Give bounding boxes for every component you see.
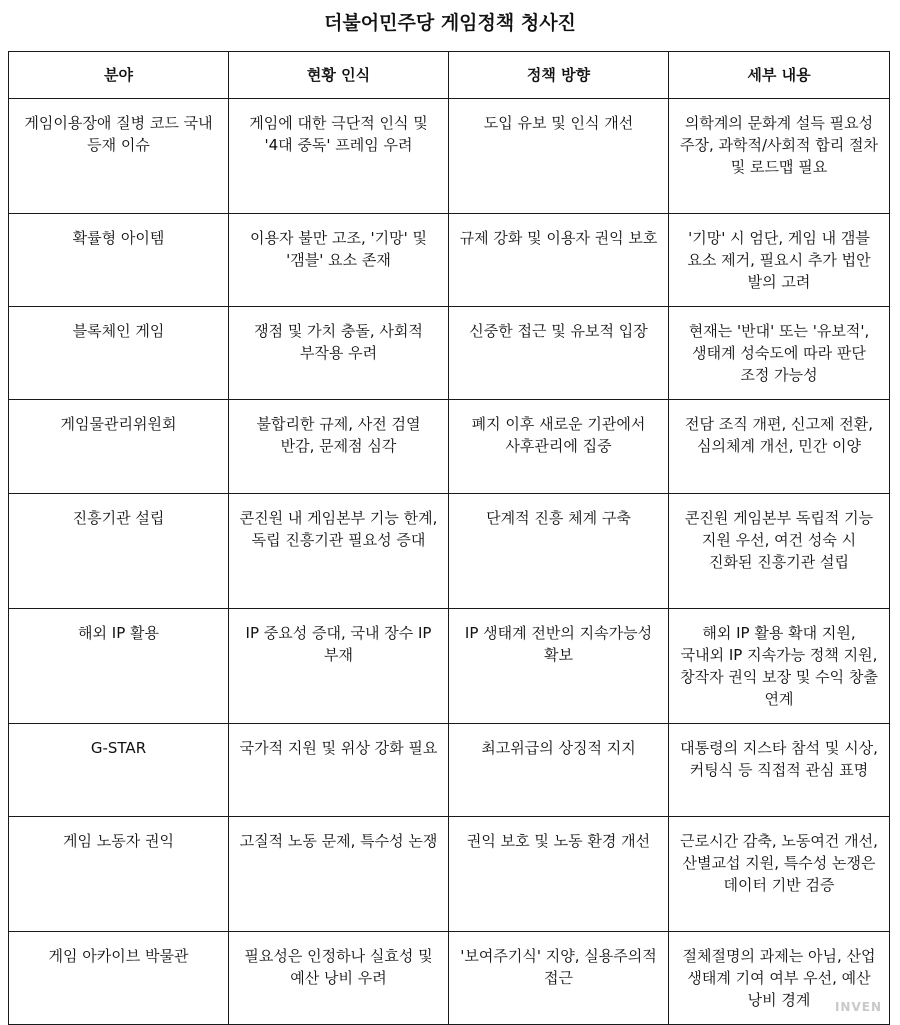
cell-status: 불합리한 규제, 사전 검열 반감, 문제점 심각 xyxy=(229,400,449,494)
cell-field: 블록체인 게임 xyxy=(9,307,229,400)
cell-details: 현재는 '반대' 또는 '유보적', 생태계 성숙도에 따라 판단 조정 가능성 xyxy=(669,307,890,400)
table-header-row xyxy=(9,52,890,99)
table-row xyxy=(9,494,890,609)
cell-details: 의학계의 문화계 설득 필요성 주장, 과학적/사회적 합리 절차 및 로드맵 필요 xyxy=(669,99,890,214)
column-header-details: 세부 내용 xyxy=(669,52,890,99)
cell-field: G-STAR xyxy=(9,724,229,817)
cell-field: 게임물관리위원회 xyxy=(9,400,229,494)
cell-status: 이용자 불만 고조, '기망' 및 '갬블' 요소 존재 xyxy=(229,214,449,307)
cell-details: 전담 조직 개편, 신고제 전환, 심의체계 개선, 민간 이양 xyxy=(669,400,890,494)
cell-status: IP 중요성 증대, 국내 장수 IP 부재 xyxy=(229,609,449,724)
cell-field: 확률형 아이템 xyxy=(9,214,229,307)
cell-direction: 도입 유보 및 인식 개선 xyxy=(449,99,669,214)
cell-status: 국가적 지원 및 위상 강화 필요 xyxy=(229,724,449,817)
cell-direction: 폐지 이후 새로운 기관에서 사후관리에 집중 xyxy=(449,400,669,494)
column-header-direction: 정책 방향 xyxy=(449,52,669,99)
column-header-field: 분야 xyxy=(9,52,229,99)
cell-direction: 단계적 진흥 체계 구축 xyxy=(449,494,669,609)
cell-details: 해외 IP 활용 확대 지원, 국내외 IP 지속가능 정책 지원, 창작자 권익 보장 및 수익 창출 연계 xyxy=(669,609,890,724)
table-row xyxy=(9,99,890,214)
cell-details: 대통령의 지스타 참석 및 시상, 커팅식 등 직접적 관심 표명 xyxy=(669,724,890,817)
table-row xyxy=(9,400,890,494)
policy-table xyxy=(8,51,890,1025)
table-row xyxy=(9,609,890,724)
cell-field: 게임 아카이브 박물관 xyxy=(9,932,229,1025)
table-row xyxy=(9,724,890,817)
cell-field: 게임 노동자 권익 xyxy=(9,817,229,932)
table-row xyxy=(9,307,890,400)
cell-status: 고질적 노동 문제, 특수성 논쟁 xyxy=(229,817,449,932)
cell-direction: '보여주기식' 지양, 실용주의적 접근 xyxy=(449,932,669,1025)
cell-status: 콘진원 내 게임본부 기능 한계, 독립 진흥기관 필요성 증대 xyxy=(229,494,449,609)
cell-direction: 권익 보호 및 노동 환경 개선 xyxy=(449,817,669,932)
table-row xyxy=(9,214,890,307)
column-header-status: 현황 인식 xyxy=(229,52,449,99)
page-title: 더불어민주당 게임정책 청사진 xyxy=(324,12,576,34)
cell-direction: 최고위급의 상징적 지지 xyxy=(449,724,669,817)
cell-field: 진흥기관 설립 xyxy=(9,494,229,609)
cell-details: 근로시간 감축, 노동여건 개선, 산별교섭 지원, 특수성 논쟁은 데이터 기반 검증 xyxy=(669,817,890,932)
cell-direction: IP 생태계 전반의 지속가능성 확보 xyxy=(449,609,669,724)
table-row xyxy=(9,817,890,932)
cell-field: 게임이용장애 질병 코드 국내 등재 이슈 xyxy=(9,99,229,214)
cell-status: 필요성은 인정하나 실효성 및 예산 낭비 우려 xyxy=(229,932,449,1025)
cell-direction: 규제 강화 및 이용자 권익 보호 xyxy=(449,214,669,307)
cell-status: 게임에 대한 극단적 인식 및 '4대 중독' 프레임 우려 xyxy=(229,99,449,214)
table-body xyxy=(9,99,890,1025)
cell-field: 해외 IP 활용 xyxy=(9,609,229,724)
table-row xyxy=(9,932,890,1025)
watermark-logo: INVEN xyxy=(834,1000,882,1014)
cell-details: 콘진원 게임본부 독립적 기능 지원 우선, 여건 성숙 시 진화된 진흥기관 설립 xyxy=(669,494,890,609)
cell-details: '기망' 시 엄단, 게임 내 갬블 요소 제거, 필요시 추가 법안 발의 고려 xyxy=(669,214,890,307)
cell-status: 쟁점 및 가치 충돌, 사회적 부작용 우려 xyxy=(229,307,449,400)
cell-details: 절체절명의 과제는 아님, 산업 생태계 기여 여부 우선, 예산 낭비 경계 xyxy=(669,932,890,1025)
cell-direction: 신중한 접근 및 유보적 입장 xyxy=(449,307,669,400)
